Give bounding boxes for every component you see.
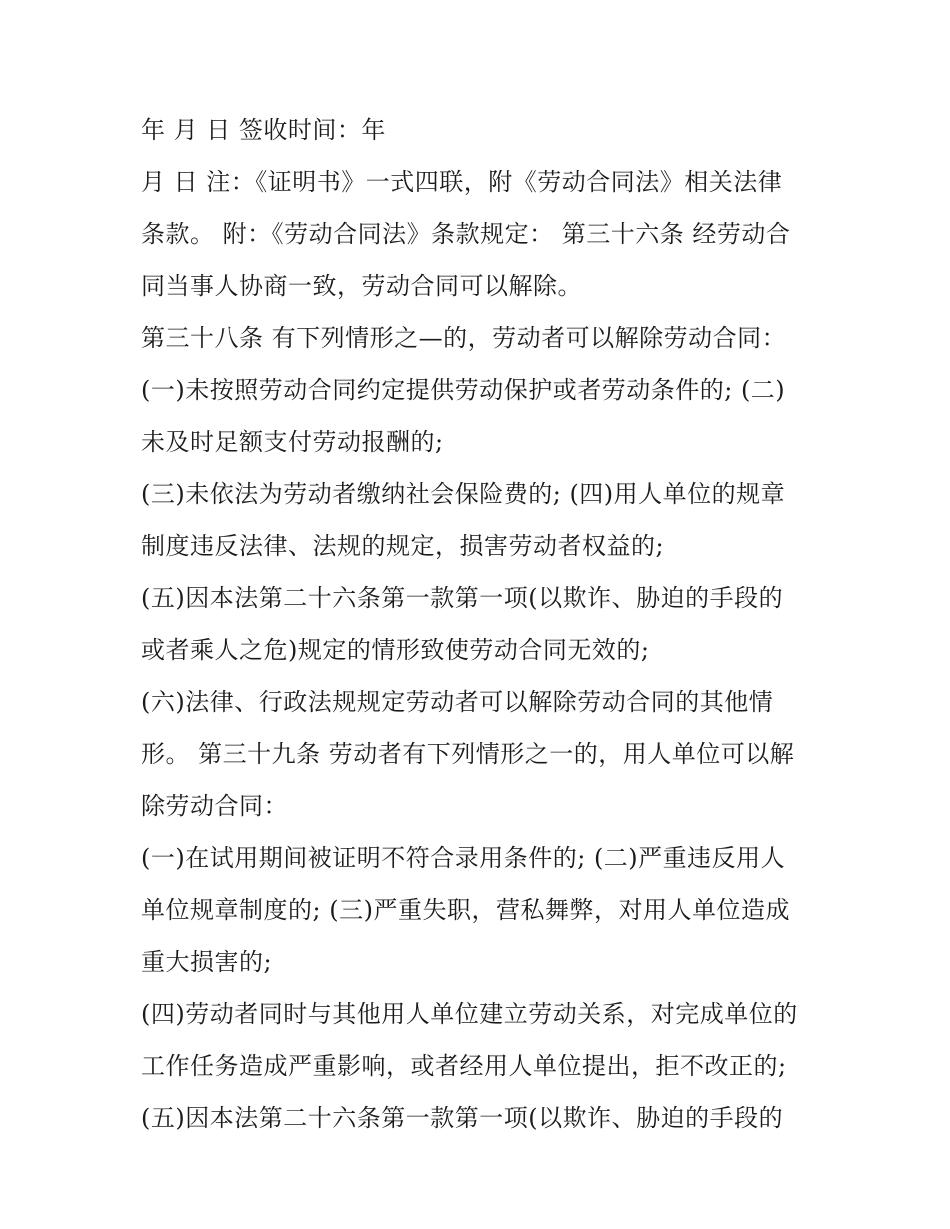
text-line: 年 月 日 签收时间：年 <box>141 116 386 144</box>
text-line: 未及时足额支付劳动报酬的; <box>141 428 444 456</box>
text-line: 重大损害的; <box>141 948 273 976</box>
text-line: (三)未依法为劳动者缴纳社会保险费的; (四)用人单位的规章 <box>141 480 786 508</box>
text-line: 形。 第三十九条 劳动者有下列情形之一的，用人单位可以解 <box>141 740 795 768</box>
text-line: (一)未按照劳动合同约定提供劳动保护或者劳动条件的; (二) <box>141 376 786 404</box>
text-line: 工作任务造成严重影响，或者经用人单位提出，拒不改正的; <box>141 1052 787 1080</box>
text-line: (五)因本法第二十六条第一款第一项(以欺诈、胁迫的手段的 <box>141 584 784 612</box>
text-line: 单位规章制度的; (三)严重失职，营私舞弊，对用人单位造成 <box>141 896 790 924</box>
text-line: (一)在试用期间被证明不符合录用条件的; (二)严重违反用人 <box>141 844 786 872</box>
text-line: 除劳动合同： <box>141 792 288 820</box>
text-line: 或者乘人之危)规定的情形致使劳动合同无效的; <box>141 636 650 664</box>
text-line: 月 日 注：《证明书》一式四联，附《劳动合同法》相关法律 <box>141 168 783 196</box>
text-line: 条款。 附：《劳动合同法》条款规定： 第三十六条 经劳动合 <box>141 220 791 248</box>
text-line: (五)因本法第二十六条第一款第一项(以欺诈、胁迫的手段的 <box>141 1104 784 1132</box>
text-line: (六)法律、行政法规规定劳动者可以解除劳动合同的其他情 <box>141 688 774 716</box>
text-line: (四)劳动者同时与其他用人单位建立劳动关系，对完成单位的 <box>141 1000 798 1028</box>
text-line: 制度违反法律、法规的规定，损害劳动者权益的; <box>141 532 665 560</box>
text-line: 第三十八条 有下列情形之—的，劳动者可以解除劳动合同： <box>141 324 787 352</box>
text-line: 同当事人协商一致，劳动合同可以解除。 <box>141 272 582 300</box>
